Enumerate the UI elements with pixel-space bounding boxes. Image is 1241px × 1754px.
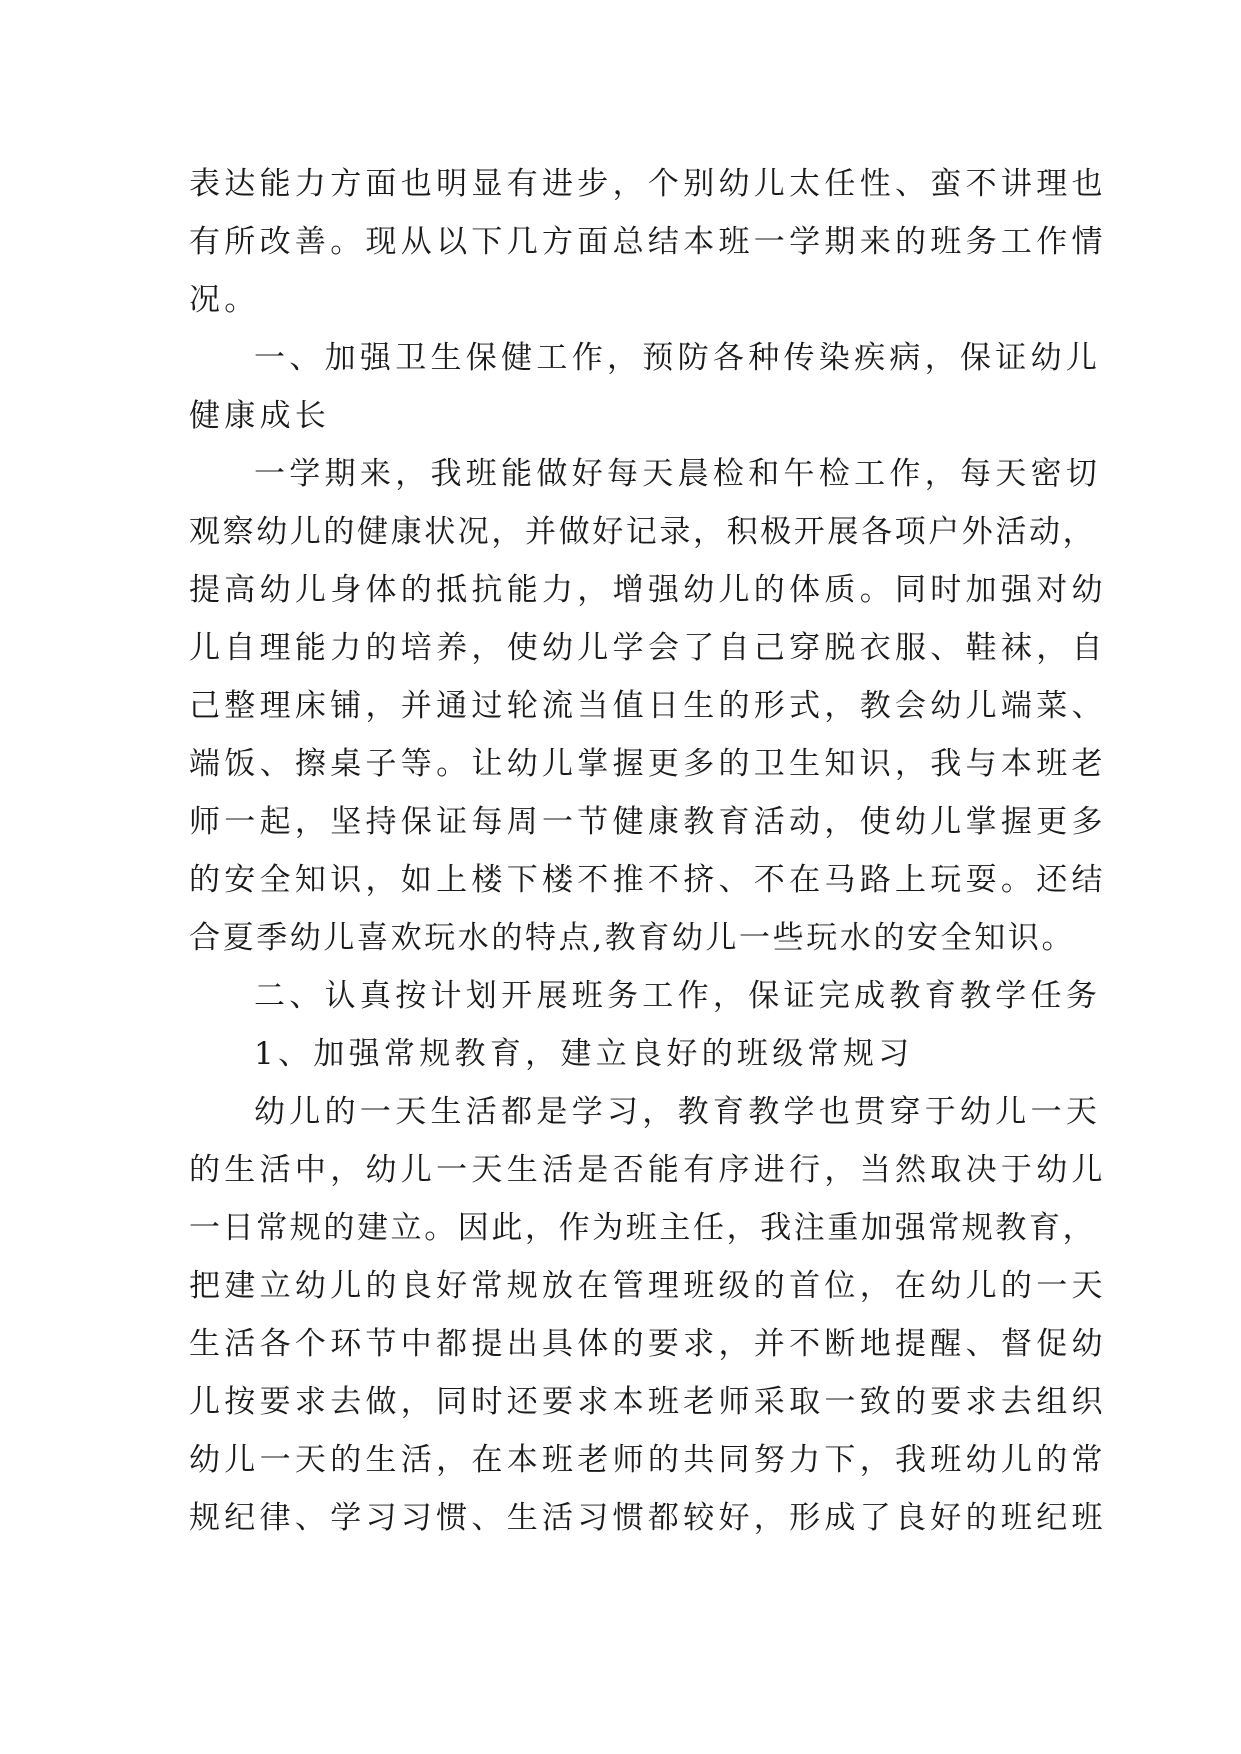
text-line: 己整理床铺，并通过轮流当值日生的形式，教会幼儿端菜、 xyxy=(189,688,1107,724)
text-line: 儿按要求去做，同时还要求本班老师采取一致的要求去组织 xyxy=(189,1384,1107,1420)
text-line: 一学期来，我班能做好每天晨检和午检工作，每天密切 xyxy=(254,456,1102,492)
text-line: 一日常规的建立。因此，作为班主任，我注重加强常规教育， xyxy=(189,1210,1097,1246)
text-line: 提高幼儿身体的抵抗能力，增强幼儿的体质。同时加强对幼 xyxy=(189,572,1107,608)
text-line: 规纪律、学习习惯、生活习惯都较好，形成了良好的班纪班 xyxy=(189,1500,1107,1536)
text-line: 端饭、擦桌子等。让幼儿掌握更多的卫生知识，我与本班老 xyxy=(189,746,1107,782)
text-line: 况。 xyxy=(189,282,260,318)
text-line: 观察幼儿的健康状况，并做好记录，积极开展各项户外活动， xyxy=(189,514,1097,550)
text-line: 把建立幼儿的良好常规放在管理班级的首位，在幼儿的一天 xyxy=(189,1268,1107,1304)
subsection-heading: 1、加强常规教育，建立良好的班级常规习 xyxy=(254,1036,914,1072)
section-heading: 一、加强卫生保健工作，预防各种传染疾病，保证幼儿 xyxy=(254,340,1102,376)
text-line: 的生活中，幼儿一天生活是否能有序进行，当然取决于幼儿 xyxy=(189,1152,1107,1188)
text-line: 幼儿的一天生活都是学习，教育教学也贯穿于幼儿一天 xyxy=(254,1094,1102,1130)
text-line: 儿自理能力的培养，使幼儿学会了自己穿脱衣服、鞋袜，自 xyxy=(189,630,1107,666)
text-line: 的安全知识，如上楼下楼不推不挤、不在马路上玩耍。还结 xyxy=(189,862,1107,898)
text-line: 师一起，坚持保证每周一节健康教育活动，使幼儿掌握更多 xyxy=(189,804,1107,840)
section-heading: 健康成长 xyxy=(189,398,331,434)
text-line: 表达能力方面也明显有进步，个别幼儿太任性、蛮不讲理也 xyxy=(189,166,1107,202)
text-line: 有所改善。现从以下几方面总结本班一学期来的班务工作情 xyxy=(189,224,1107,260)
text-line: 生活各个环节中都提出具体的要求，并不断地提醒、督促幼 xyxy=(189,1326,1107,1362)
text-line: 幼儿一天的生活，在本班老师的共同努力下，我班幼儿的常 xyxy=(189,1442,1107,1478)
text-line: 合夏季幼儿喜欢玩水的特点,教育幼儿一些玩水的安全知识。 xyxy=(189,920,1076,956)
section-heading: 二、认真按计划开展班务工作，保证完成教育教学任务 xyxy=(254,978,1102,1014)
